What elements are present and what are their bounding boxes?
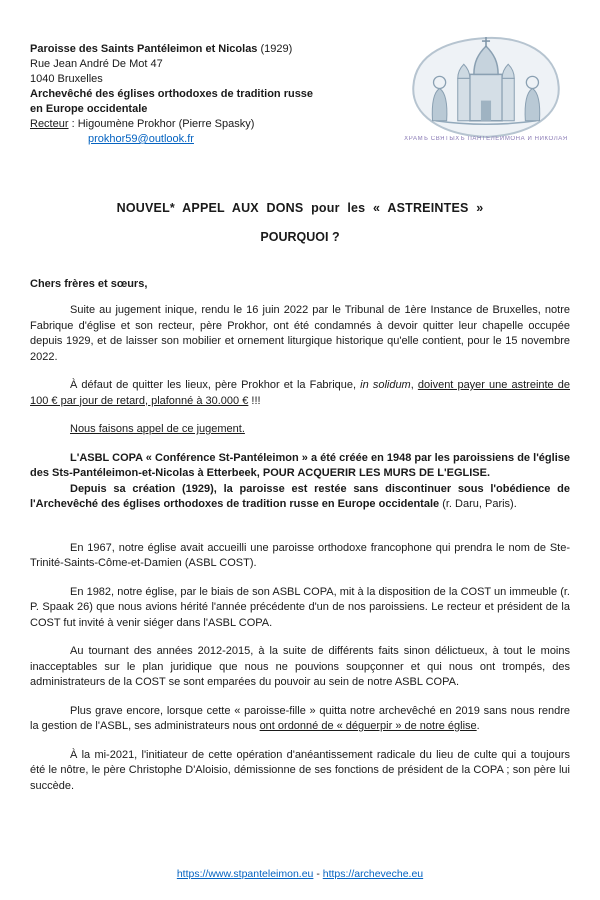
footer-links: [30, 868, 570, 884]
paragraph-1982: En 1982, notre église, par le biais de son ASBL COPA, mit à la disposition de la COST un immeuble (r. P. Spaak 26) que nous avions hérité l'année précédente d'un de nos paroissiens. Le recteur et président de la COST fut invité à venir siéger dans l'ASBL COPA.: [30, 585, 570, 629]
title-line-2: POURQUOI ?: [260, 230, 340, 244]
archdiocese-line-1: Archevêché des églises orthodoxes de tradition russe: [30, 88, 314, 100]
paragraph-2021: À la mi-2021, l'initiateur de cette opération d'anéantissement radicale du lieu de culte qui a toujours été le nôtre, le père Christophe D'Aloisio, démissionne de ses fonctions de président de la COPA ; son père lui succède.: [30, 748, 570, 792]
rector-line: Recteur : Higoumène Prokhor (Pierre Spasky): [30, 118, 255, 130]
paragraph-obedience: Depuis sa création (1929), la paroisse est restée sans discontinuer sous l'obédience de l'Archevêché des églises orthodoxes de tradition russe en Europe occidentale (r. Daru, Paris).: [30, 482, 570, 510]
paragraph-astreinte: À défaut de quitter les lieux, père Prokhor et la Fabrique, in solidum, doivent payer une astreinte de 100 € par jour de retard, plafonné à 30.000 € !!!: [30, 379, 571, 407]
parish-seal-image: [405, 34, 567, 147]
paragraph-judgement: Suite au jugement inique, rendu le 16 juin 2022 par le Tribunal de 1ère Instance de Bruxelles, notre Fabrique d'église et son recteur, père Prokhor, ont été condamnés à devoir quitter leur chapelle occupée depuis 1929, et de laisser son mobilier et ornement liturgique historique qu'elle contient, pour le 15 novembre 2022.: [30, 304, 570, 363]
letterhead: [30, 42, 390, 147]
rector-email-link[interactable]: prokhor59@outlook.fr: [88, 133, 194, 145]
paragraph-2019: Plus grave encore, lorsque cette « paroisse-fille » quitta notre archevêché en 2019 sans nous rendre la gestion de l'ASBL, ses administrateurs nous ont ordonné de « déguerpir » de notre église.: [30, 704, 570, 732]
paragraph-1967: En 1967, notre église avait accueilli une paroisse orthodoxe francophone qui prendra le nom de Ste-Trinité-Saints-Côme-et-Damien (ASBL COST).: [30, 541, 570, 569]
address-line-2: 1040 Bruxelles: [30, 73, 103, 85]
parish-seal: [402, 34, 570, 142]
greeting: Chers frères et sœurs,: [30, 278, 148, 290]
seal-caption: ХРАМЪ СВЯТЫХЪ ПАНТЕЛЕИМОНА И НИКОЛАЯ: [404, 136, 568, 142]
paragraph-asbl-copa: L'ASBL COPA « Conférence St-Pantéleimon » a été créée en 1948 par les paroissiens de l'église des Sts-Pantéleimon-et-Nicolas à Etterbeek, POUR ACQUERIR LES MURS DE L'EGLISE.: [30, 451, 570, 479]
document-title: [30, 201, 570, 244]
paragraph-2012-2015: Au tournant des années 2012-2015, à la suite de différents faits sinon délictueux, à tout le moins inacceptables sur le plan juridique que nous ne pouvions soupçonner et qui nous ont trompés, des administrateurs de la COST se sont emparées du pouvoir au sein de notre ASBL COPA.: [30, 645, 570, 688]
address-line-1: Rue Jean André De Mot 47: [30, 58, 163, 70]
footer-link-archeveche[interactable]: https://archeveche.eu: [322, 868, 424, 880]
footer-link-stpanteleimon[interactable]: https://www.stpanteleimon.eu: [176, 868, 314, 880]
paragraph-appel: Nous faisons appel de ce jugement.: [70, 423, 245, 435]
parish-name-line: Paroisse des Saints Pantéleimon et Nicolas (1929): [30, 43, 293, 55]
title-line-1: NOUVEL* APPEL AUX DONS pour les « ASTREINTES »: [116, 201, 484, 215]
archdiocese-line-2: en Europe occidentale: [30, 103, 148, 115]
footer-link-separator: -: [313, 868, 323, 880]
